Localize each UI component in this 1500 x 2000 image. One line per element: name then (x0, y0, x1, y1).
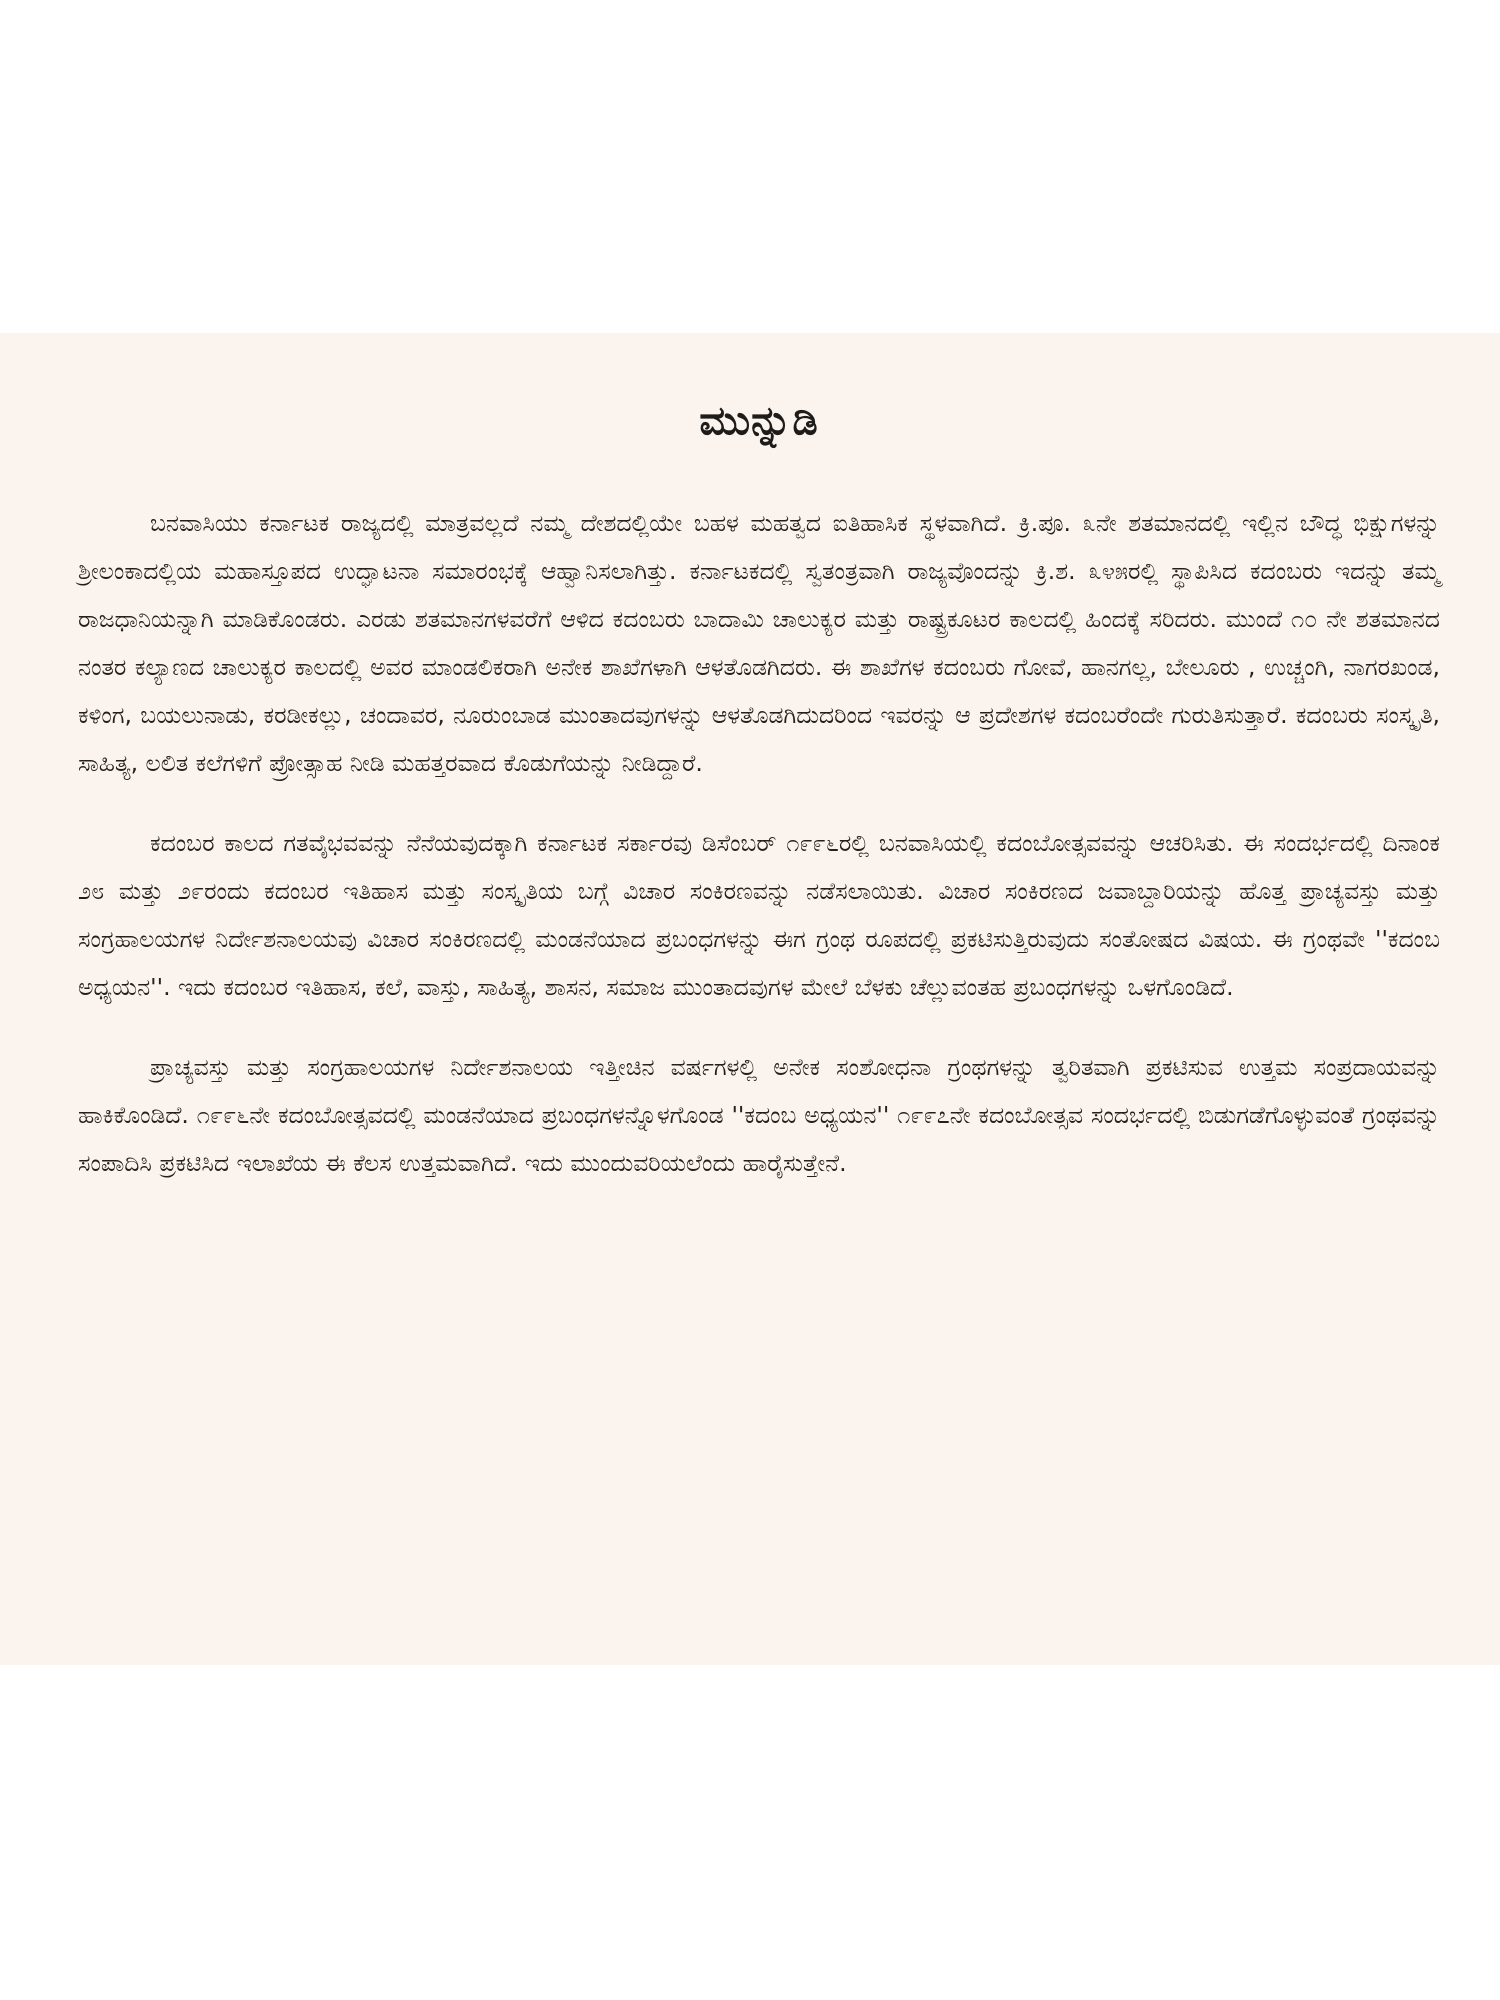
paragraph-2: ಕದಂಬರ ಕಾಲದ ಗತವೈಭವವನ್ನು ನೆನೆಯವುದಕ್ಕಾಗಿ ಕರ್ನಾಟಕ ಸರ್ಕಾರವು ಡಿಸೆಂಬರ್ ೧೯೯೬ರಲ್ಲಿ ಬನವಾಸಿಯಲ್ಲಿ ಕದಂಬೋತ್ಸವವನ್ನು ಆಚರಿಸಿತು. ಈ ಸಂದರ್ಭದಲ್ಲಿ ದಿನಾಂಕ ೨೮ ಮತ್ತು ೨೯ರಂದು ಕದಂಬರ ಇತಿಹಾಸ ಮತ್ತು ಸಂಸ್ಕೃತಿಯ ಬಗ್ಗೆ ವಿಚಾರ ಸಂಕಿರಣವನ್ನು ನಡೆಸಲಾಯಿತು. ವಿಚಾರ ಸಂಕಿರಣದ ಜವಾಬ್ದಾರಿಯನ್ನು ಹೊತ್ತ ಪ್ರಾಚ್ಯವಸ್ತು ಮತ್ತು ಸಂಗ್ರಹಾಲಯಗಳ ನಿರ್ದೇಶನಾಲಯವು ವಿಚಾರ ಸಂಕಿರಣದಲ್ಲಿ ಮಂಡನೆಯಾದ ಪ್ರಬಂಧಗಳನ್ನು ಈಗ ಗ್ರಂಥ ರೂಪದಲ್ಲಿ ಪ್ರಕಟಿಸುತ್ತಿರುವುದು ಸಂತೋಷದ ವಿಷಯ. ಈ ಗ್ರಂಥವೇ ''ಕದಂಬ ಅಧ್ಯಯನ''. ಇದು ಕದಂಬರ ಇತಿಹಾಸ, ಕಲೆ, ವಾಸ್ತು, ಸಾಹಿತ್ಯ, ಶಾಸನ, ಸಮಾಜ ಮುಂತಾದವುಗಳ ಮೇಲೆ ಬೆಳಕು ಚೆಲ್ಲುವಂತಹ ಪ್ರಬಂಧಗಳನ್ನು ಒಳಗೊಂಡಿದೆ. (78, 829, 1440, 1001)
document-page (0, 333, 1500, 1665)
page-title: ಮುನ್ನುಡಿ (699, 398, 819, 444)
paragraph-1: ಬನವಾಸಿಯು ಕರ್ನಾಟಕ ರಾಜ್ಯದಲ್ಲಿ ಮಾತ್ರವಲ್ಲದೆ ನಮ್ಮ ದೇಶದಲ್ಲಿಯೇ ಬಹಳ ಮಹತ್ವದ ಐತಿಹಾಸಿಕ ಸ್ಥಳವಾಗಿದೆ. ಕ್ರಿ.ಪೂ. ೩ನೇ ಶತಮಾನದಲ್ಲಿ ಇಲ್ಲಿನ ಬೌದ್ಧ ಭಿಕ್ಷುಗಳನ್ನು ಶ್ರೀಲಂಕಾದಲ್ಲಿಯ ಮಹಾಸ್ತೂಪದ ಉದ್ಘಾಟನಾ ಸಮಾರಂಭಕ್ಕೆ ಆಹ್ವಾನಿಸಲಾಗಿತ್ತು. ಕರ್ನಾಟಕದಲ್ಲಿ ಸ್ವತಂತ್ರವಾಗಿ ರಾಜ್ಯವೊಂದನ್ನು ಕ್ರಿ.ಶ. ೩೪೫ರಲ್ಲಿ ಸ್ಥಾಪಿಸಿದ ಕದಂಬರು ಇದನ್ನು ತಮ್ಮ ರಾಜಧಾನಿಯನ್ನಾಗಿ ಮಾಡಿಕೊಂಡರು. ಎರಡು ಶತಮಾನಗಳವರೆಗೆ ಆಳಿದ ಕದಂಬರು ಬಾದಾಮಿ ಚಾಲುಕ್ಯರ ಮತ್ತು ರಾಷ್ಟ್ರಕೂಟರ ಕಾಲದಲ್ಲಿ ಹಿಂದಕ್ಕೆ ಸರಿದರು. ಮುಂದೆ ೧೦ ನೇ ಶತಮಾನದ ನಂತರ ಕಲ್ಯಾಣದ ಚಾಲುಕ್ಯರ ಕಾಲದಲ್ಲಿ ಅವರ ಮಾಂಡಲಿಕರಾಗಿ ಅನೇಕ ಶಾಖೆಗಳಾಗಿ ಆಳತೊಡಗಿದರು. ಈ ಶಾಖೆಗಳ ಕದಂಬರು ಗೋವೆ, ಹಾನಗಲ್ಲ, ಬೇಲೂರು , ಉಚ್ಚಂಗಿ, ನಾಗರಖಂಡ, ಕಳಿಂಗ, ಬಯಲುನಾಡು, ಕರಡೀಕಲ್ಲು, ಚಂದಾವರ, ನೂರುಂಬಾಡ ಮುಂತಾದವುಗಳನ್ನು ಆಳತೊಡಗಿದುದರಿಂದ ಇವರನ್ನು ಆ ಪ್ರದೇಶಗಳ ಕದಂಬರೆಂದೇ ಗುರುತಿಸುತ್ತಾರೆ. ಕದಂಬರು ಸಂಸ್ಕೃತಿ, ಸಾಹಿತ್ಯ, ಲಲಿತ ಕಲೆಗಳಿಗೆ ಪ್ರೋತ್ಸಾಹ ನೀಡಿ ಮಹತ್ತರವಾದ ಕೊಡುಗೆಯನ್ನು ನೀಡಿದ್ದಾರೆ. (78, 509, 1440, 777)
paragraph-3: ಪ್ರಾಚ್ಯವಸ್ತು ಮತ್ತು ಸಂಗ್ರಹಾಲಯಗಳ ನಿರ್ದೇಶನಾಲಯ ಇತ್ತೀಚಿನ ವರ್ಷಗಳಲ್ಲಿ ಅನೇಕ ಸಂಶೋಧನಾ ಗ್ರಂಥಗಳನ್ನು ತ್ವರಿತವಾಗಿ ಪ್ರಕಟಿಸುವ ಉತ್ತಮ ಸಂಪ್ರದಾಯವನ್ನು ಹಾಕಿಕೊಂಡಿದೆ. ೧೯೯೬ನೇ ಕದಂಬೋತ್ಸವದಲ್ಲಿ ಮಂಡನೆಯಾದ ಪ್ರಬಂಧಗಳನ್ನೊಳಗೊಂಡ ''ಕದಂಬ ಅಧ್ಯಯನ'' ೧೯೯೭ನೇ ಕದಂಬೋತ್ಸವ ಸಂದರ್ಭದಲ್ಲಿ ಬಿಡುಗಡೆಗೊಳ್ಳುವಂತೆ ಗ್ರಂಥವನ್ನು ಸಂಪಾದಿಸಿ ಪ್ರಕಟಿಸಿದ ಇಲಾಖೆಯ ಈ ಕೆಲಸ ಉತ್ತಮವಾಗಿದೆ. ಇದು ಮುಂದುವರಿಯಲೆಂದು ಹಾರೈಸುತ್ತೇನೆ. (78, 1053, 1440, 1177)
